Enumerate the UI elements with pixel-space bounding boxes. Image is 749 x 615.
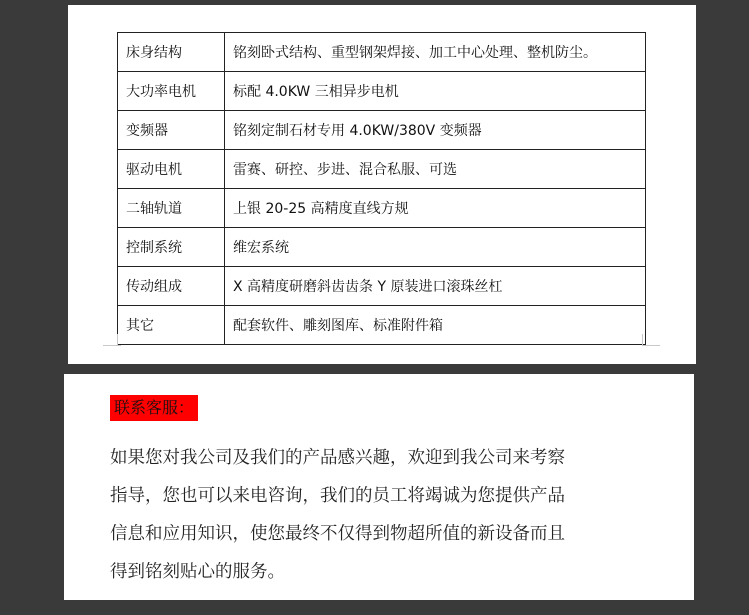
table-row	[118, 189, 646, 228]
spec-key: 驱动电机	[118, 150, 225, 189]
spec-value: 铭刻卧式结构、重型钢架焊接、加工中心处理、整机防尘。	[225, 33, 646, 72]
page-corner-mark	[642, 345, 660, 356]
spec-value: 标配 4.0KW 三相异步电机	[225, 72, 646, 111]
page-corner-mark	[103, 345, 121, 356]
table-row	[118, 228, 646, 267]
table-row	[118, 306, 646, 345]
intro-line: 信息和应用知识，使您最终不仅得到物超所值的新设备而且	[110, 524, 565, 544]
table-row	[118, 33, 646, 72]
spec-table	[117, 32, 646, 345]
spec-value: 上银 20-25 高精度直线方规	[225, 189, 646, 228]
spec-value: X 高精度研磨斜齿齿条 Y 原装进口滚珠丝杠	[225, 267, 646, 306]
spec-value: 铭刻定制石材专用 4.0KW/380V 变频器	[225, 111, 646, 150]
intro-line: 如果您对我公司及我们的产品感兴趣，欢迎到我公司来考察	[110, 448, 565, 468]
spec-key: 传动组成	[118, 267, 225, 306]
contact-panel	[64, 374, 694, 600]
spec-key: 变频器	[118, 111, 225, 150]
table-row	[118, 150, 646, 189]
table-row	[118, 111, 646, 150]
contact-label: 联系客服：	[110, 395, 198, 421]
intro-text	[110, 446, 690, 598]
intro-line: 得到铭刻贴心的服务。	[110, 562, 285, 582]
spec-key: 床身结构	[118, 33, 225, 72]
spec-value: 雷赛、研控、步进、混合私服、可选	[225, 150, 646, 189]
spec-panel	[68, 5, 696, 364]
spec-key: 其它	[118, 306, 225, 345]
spec-key: 二轴轨道	[118, 189, 225, 228]
table-row	[118, 72, 646, 111]
spec-key: 控制系统	[118, 228, 225, 267]
spec-key: 大功率电机	[118, 72, 225, 111]
spec-value: 配套软件、雕刻图库、标准附件箱	[225, 306, 646, 345]
intro-line: 指导，您也可以来电咨询，我们的员工将竭诚为您提供产品	[110, 486, 565, 506]
table-row	[118, 267, 646, 306]
spec-value: 维宏系统	[225, 228, 646, 267]
